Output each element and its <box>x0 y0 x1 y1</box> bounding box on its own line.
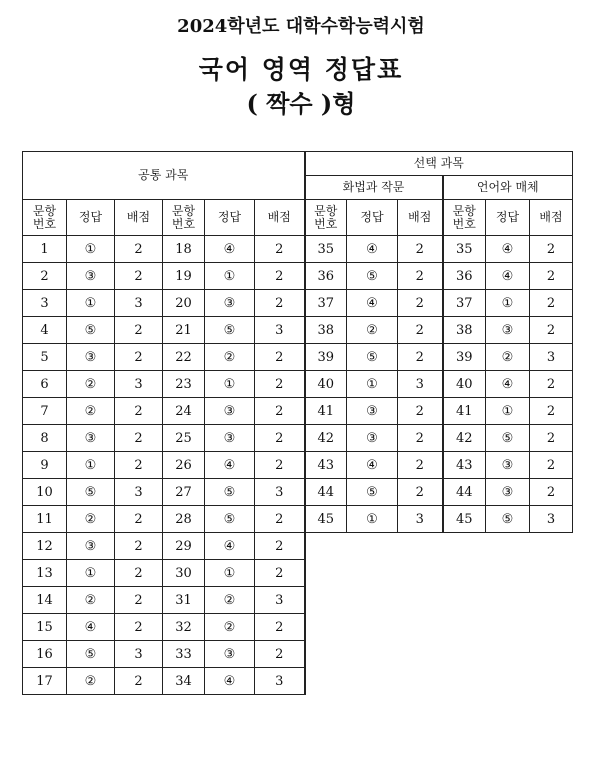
language-media-answer: ④ <box>486 263 530 290</box>
common-right-answer: ③ <box>205 425 255 452</box>
table-row <box>23 560 573 587</box>
language-media-points: 2 <box>530 317 573 344</box>
common-left-answer: ⑤ <box>67 317 115 344</box>
table-row <box>23 479 573 506</box>
common-right-answer: ④ <box>205 533 255 560</box>
common-right-answer: ① <box>205 371 255 398</box>
language-media-number: 40 <box>443 371 486 398</box>
common-right-points: 2 <box>255 398 305 425</box>
table-row <box>23 317 573 344</box>
common-left-points: 2 <box>115 560 163 587</box>
common-right-number: 24 <box>163 398 205 425</box>
table-row <box>23 344 573 371</box>
common-left-answer: ① <box>67 290 115 317</box>
table-row <box>23 587 573 614</box>
question-number-header: 문항 번호 <box>23 200 67 236</box>
common-right-points: 2 <box>255 506 305 533</box>
common-right-answer: ③ <box>205 641 255 668</box>
speech-writing-points: 2 <box>398 425 443 452</box>
language-media-number: 45 <box>443 506 486 533</box>
common-right-number: 34 <box>163 668 205 695</box>
speech-writing-answer: ② <box>347 317 398 344</box>
common-right-answer: ③ <box>205 398 255 425</box>
common-right-points: 3 <box>255 317 305 344</box>
common-right-number: 27 <box>163 479 205 506</box>
empty-cell <box>305 560 573 587</box>
common-right-answer: ⑤ <box>205 317 255 344</box>
language-media-number: 36 <box>443 263 486 290</box>
speech-writing-points: 2 <box>398 452 443 479</box>
common-left-answer: ② <box>67 587 115 614</box>
language-media-answer: ① <box>486 398 530 425</box>
language-media-points: 3 <box>530 506 573 533</box>
speech-writing-answer: ⑤ <box>347 344 398 371</box>
common-right-number: 32 <box>163 614 205 641</box>
language-media-answer: ④ <box>486 236 530 263</box>
answer-header: 정답 <box>347 200 398 236</box>
speech-writing-points: 3 <box>398 371 443 398</box>
common-left-number: 2 <box>23 263 67 290</box>
language-media-number: 35 <box>443 236 486 263</box>
common-right-points: 2 <box>255 371 305 398</box>
speech-writing-answer: ③ <box>347 398 398 425</box>
common-left-answer: ⑤ <box>67 479 115 506</box>
common-left-points: 2 <box>115 317 163 344</box>
common-left-number: 17 <box>23 668 67 695</box>
common-right-points: 2 <box>255 533 305 560</box>
speech-writing-number: 45 <box>305 506 347 533</box>
speech-writing-number: 38 <box>305 317 347 344</box>
table-row <box>23 371 573 398</box>
language-media-number: 42 <box>443 425 486 452</box>
common-left-points: 2 <box>115 425 163 452</box>
language-media-points: 2 <box>530 371 573 398</box>
common-left-points: 2 <box>115 344 163 371</box>
common-right-answer: ⑤ <box>205 506 255 533</box>
language-media-number: 43 <box>443 452 486 479</box>
common-right-points: 3 <box>255 668 305 695</box>
table-row <box>23 425 573 452</box>
common-right-number: 28 <box>163 506 205 533</box>
common-left-answer: ① <box>67 236 115 263</box>
common-left-number: 11 <box>23 506 67 533</box>
speech-writing-points: 2 <box>398 317 443 344</box>
elective-subject-header: 선택 과목 <box>305 152 573 176</box>
speech-writing-points: 2 <box>398 344 443 371</box>
speech-writing-points: 2 <box>398 236 443 263</box>
common-left-points: 2 <box>115 587 163 614</box>
question-number-header: 문항 번호 <box>443 200 486 236</box>
points-header: 배점 <box>255 200 305 236</box>
common-left-number: 9 <box>23 452 67 479</box>
common-right-number: 26 <box>163 452 205 479</box>
common-right-points: 2 <box>255 425 305 452</box>
speech-writing-number: 35 <box>305 236 347 263</box>
common-left-answer: ② <box>67 371 115 398</box>
language-media-answer: ① <box>486 290 530 317</box>
speech-writing-number: 41 <box>305 398 347 425</box>
language-media-points: 2 <box>530 263 573 290</box>
common-right-points: 2 <box>255 452 305 479</box>
speech-writing-answer: ① <box>347 371 398 398</box>
speech-writing-header: 화법과 작문 <box>305 176 443 200</box>
common-left-answer: ② <box>67 398 115 425</box>
common-subject-header: 공통 과목 <box>23 152 305 200</box>
language-media-answer: ⑤ <box>486 425 530 452</box>
common-left-points: 3 <box>115 290 163 317</box>
common-left-points: 2 <box>115 668 163 695</box>
language-media-points: 2 <box>530 452 573 479</box>
common-right-answer: ① <box>205 560 255 587</box>
common-right-points: 2 <box>255 263 305 290</box>
speech-writing-number: 36 <box>305 263 347 290</box>
table-row <box>23 236 573 263</box>
common-left-points: 2 <box>115 398 163 425</box>
points-header: 배점 <box>530 200 573 236</box>
common-left-answer: ③ <box>67 533 115 560</box>
common-left-points: 3 <box>115 641 163 668</box>
empty-cell <box>305 614 573 641</box>
language-media-answer: ③ <box>486 317 530 344</box>
answer-header: 정답 <box>67 200 115 236</box>
common-right-points: 2 <box>255 641 305 668</box>
common-right-number: 22 <box>163 344 205 371</box>
common-left-answer: ④ <box>67 614 115 641</box>
table-row <box>23 506 573 533</box>
table-row <box>23 452 573 479</box>
speech-writing-answer: ④ <box>347 236 398 263</box>
common-right-answer: ② <box>205 587 255 614</box>
common-right-points: 3 <box>255 587 305 614</box>
common-left-number: 12 <box>23 533 67 560</box>
question-number-header: 문항 번호 <box>163 200 205 236</box>
common-right-points: 2 <box>255 236 305 263</box>
language-media-points: 2 <box>530 290 573 317</box>
common-right-number: 29 <box>163 533 205 560</box>
common-right-points: 2 <box>255 290 305 317</box>
language-media-answer: ⑤ <box>486 506 530 533</box>
common-right-number: 18 <box>163 236 205 263</box>
common-left-answer: ② <box>67 506 115 533</box>
common-left-points: 2 <box>115 452 163 479</box>
form-type: ( 짝수 )형 <box>246 89 356 118</box>
language-media-points: 2 <box>530 398 573 425</box>
language-media-number: 44 <box>443 479 486 506</box>
common-left-points: 2 <box>115 236 163 263</box>
question-number-header: 문항 번호 <box>305 200 347 236</box>
common-right-points: 3 <box>255 479 305 506</box>
common-left-number: 3 <box>23 290 67 317</box>
language-media-answer: ③ <box>486 452 530 479</box>
common-right-number: 21 <box>163 317 205 344</box>
common-left-points: 2 <box>115 263 163 290</box>
common-right-points: 2 <box>255 614 305 641</box>
common-left-points: 3 <box>115 479 163 506</box>
empty-cell <box>305 587 573 614</box>
common-left-number: 7 <box>23 398 67 425</box>
empty-cell <box>305 668 573 695</box>
common-left-answer: ① <box>67 452 115 479</box>
table-row <box>23 290 573 317</box>
subject-title: 국어 영역 정답표 <box>198 55 404 84</box>
language-media-answer: ② <box>486 344 530 371</box>
speech-writing-points: 2 <box>398 479 443 506</box>
common-right-answer: ② <box>205 614 255 641</box>
speech-writing-number: 37 <box>305 290 347 317</box>
speech-writing-answer: ⑤ <box>347 263 398 290</box>
language-media-number: 37 <box>443 290 486 317</box>
answer-table <box>22 151 573 695</box>
common-right-number: 31 <box>163 587 205 614</box>
common-right-answer: ⑤ <box>205 479 255 506</box>
language-media-number: 41 <box>443 398 486 425</box>
table-row <box>23 533 573 560</box>
common-right-answer: ④ <box>205 452 255 479</box>
common-right-number: 19 <box>163 263 205 290</box>
common-left-points: 2 <box>115 506 163 533</box>
common-left-number: 5 <box>23 344 67 371</box>
empty-cell <box>305 533 573 560</box>
common-right-answer: ④ <box>205 236 255 263</box>
common-left-answer: ③ <box>67 344 115 371</box>
points-header: 배점 <box>398 200 443 236</box>
common-right-answer: ④ <box>205 668 255 695</box>
common-right-answer: ② <box>205 344 255 371</box>
exam-title: 2024학년도 대학수학능력시험 <box>177 16 425 37</box>
points-header: 배점 <box>115 200 163 236</box>
common-left-points: 2 <box>115 614 163 641</box>
answer-header: 정답 <box>486 200 530 236</box>
common-right-answer: ③ <box>205 290 255 317</box>
common-left-number: 4 <box>23 317 67 344</box>
common-left-answer: ⑤ <box>67 641 115 668</box>
common-left-number: 1 <box>23 236 67 263</box>
common-right-points: 2 <box>255 344 305 371</box>
common-left-answer: ③ <box>67 263 115 290</box>
language-media-points: 3 <box>530 344 573 371</box>
common-left-number: 10 <box>23 479 67 506</box>
common-left-points: 3 <box>115 371 163 398</box>
answer-header: 정답 <box>205 200 255 236</box>
language-media-number: 39 <box>443 344 486 371</box>
common-left-number: 15 <box>23 614 67 641</box>
speech-writing-points: 3 <box>398 506 443 533</box>
common-left-number: 6 <box>23 371 67 398</box>
speech-writing-answer: ④ <box>347 290 398 317</box>
table-row <box>23 614 573 641</box>
language-media-number: 38 <box>443 317 486 344</box>
speech-writing-answer: ① <box>347 506 398 533</box>
language-media-answer: ③ <box>486 479 530 506</box>
speech-writing-number: 43 <box>305 452 347 479</box>
common-right-number: 20 <box>163 290 205 317</box>
table-row <box>23 668 573 695</box>
language-media-answer: ④ <box>486 371 530 398</box>
language-media-points: 2 <box>530 479 573 506</box>
speech-writing-number: 40 <box>305 371 347 398</box>
speech-writing-answer: ⑤ <box>347 479 398 506</box>
table-row <box>23 641 573 668</box>
common-right-number: 30 <box>163 560 205 587</box>
common-right-number: 23 <box>163 371 205 398</box>
speech-writing-answer: ③ <box>347 425 398 452</box>
common-left-number: 13 <box>23 560 67 587</box>
empty-cell <box>305 641 573 668</box>
common-left-points: 2 <box>115 533 163 560</box>
speech-writing-points: 2 <box>398 290 443 317</box>
common-right-number: 25 <box>163 425 205 452</box>
common-right-answer: ① <box>205 263 255 290</box>
common-right-number: 33 <box>163 641 205 668</box>
language-media-points: 2 <box>530 425 573 452</box>
speech-writing-points: 2 <box>398 263 443 290</box>
speech-writing-number: 42 <box>305 425 347 452</box>
table-row <box>23 398 573 425</box>
common-left-answer: ③ <box>67 425 115 452</box>
table-row <box>23 263 573 290</box>
common-left-answer: ② <box>67 668 115 695</box>
speech-writing-number: 39 <box>305 344 347 371</box>
language-media-header: 언어와 매체 <box>443 176 573 200</box>
common-right-points: 2 <box>255 560 305 587</box>
common-left-answer: ① <box>67 560 115 587</box>
speech-writing-number: 44 <box>305 479 347 506</box>
common-left-number: 8 <box>23 425 67 452</box>
speech-writing-answer: ④ <box>347 452 398 479</box>
common-left-number: 16 <box>23 641 67 668</box>
speech-writing-points: 2 <box>398 398 443 425</box>
common-left-number: 14 <box>23 587 67 614</box>
language-media-points: 2 <box>530 236 573 263</box>
